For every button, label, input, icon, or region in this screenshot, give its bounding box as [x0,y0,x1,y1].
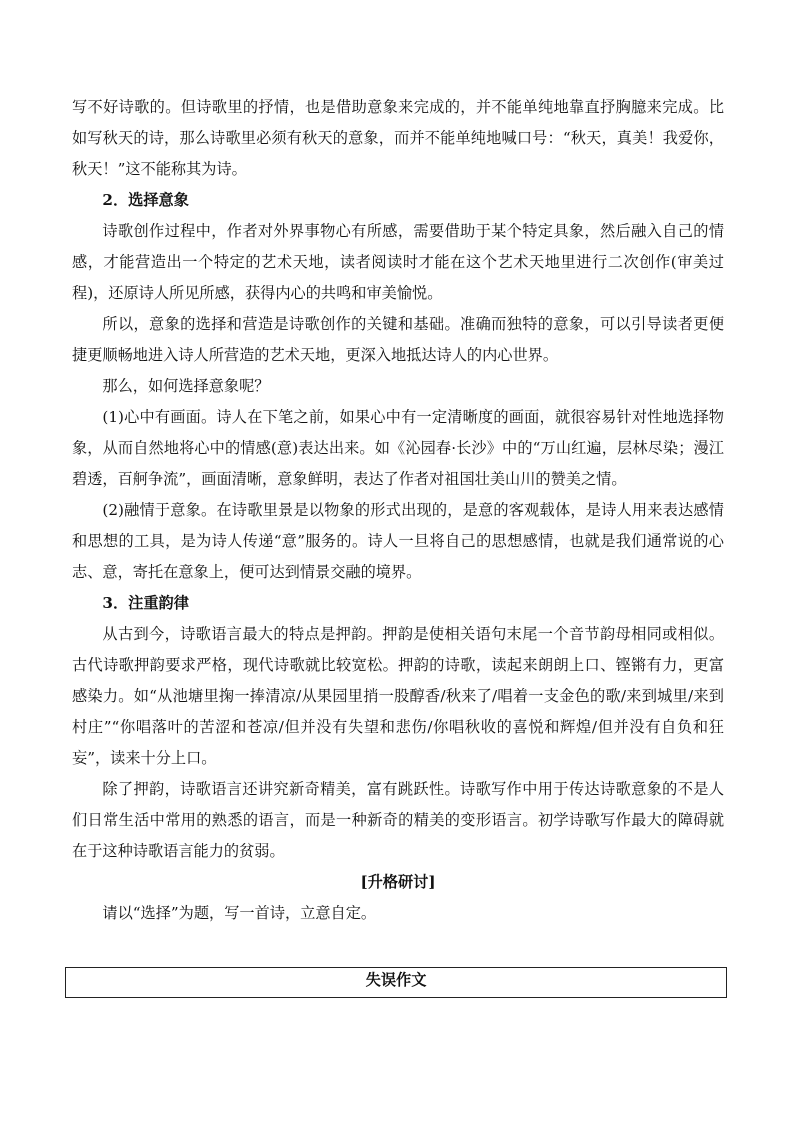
document-body [72,92,724,929]
section-heading-rhythm: 3．注重韵律 [102,594,189,612]
paragraph-point-1: (1)心中有画面。诗人在下笔之前，如果心中有一定清晰度的画面，就很容易针对性地选择物象，从而自然地将心中的情感(意)表达出来。如《沁园春·长沙》中的“万山红遍，层林尽染；漫江碧透，百舸争流”，画面清晰，意象鲜明，表达了作者对祖国壮美山川的赞美之情。 [72,408,724,488]
subsection-heading-discussion: [升格研讨] [360,873,436,891]
paragraph-prompt: 请以“选择”为题，写一首诗，立意自定。 [102,904,377,922]
paragraph-rhyme: 从古到今，诗歌语言最大的特点是押韵。押韵是使相关语句末尾一个音节韵母相同或相似。古代诗歌押韵要求严格，现代诗歌就比较宽松。押韵的诗歌，读起来朗朗上口、铿锵有力，更富感染力。如“从池塘里掬一捧清凉/从果园里捎一股醇香/秋来了/唱着一支金色的歌/来到城里/来到村庄”“你唱落叶的苦涩和苍凉/但并没有失望和悲伤/你唱秋收的喜悦和辉煌/但并没有自负和狂妄”，读来十分上口。 [72,625,724,767]
section-heading-choose-imagery: 2．选择意象 [102,191,189,209]
paragraph-imagery-creation: 诗歌创作过程中，作者对外界事物心有所感，需要借助于某个特定具象，然后融入自己的情感，才能营造出一个特定的艺术天地，读者阅读时才能在这个艺术天地里进行二次创作(审美过程)，还原诗人所见所感，获得内心的共鸣和审美愉悦。 [72,222,724,302]
paragraph-imagery-importance: 所以，意象的选择和营造是诗歌创作的关键和基础。准确而独特的意象，可以引导读者更便捷更顺畅地进入诗人所营造的艺术天地，更深入地抵达诗人的内心世界。 [72,315,724,364]
paragraph-question: 那么，如何选择意象呢？ [102,377,270,395]
paragraph-point-2: (2)融情于意象。在诗歌里景是以物象的形式出现的，是意的客观载体，是诗人用来表达感情和思想的工具，是为诗人传递“意”服务的。诗人一旦将自己的思想感情，也就是我们通常说的心志、意，寄托在意象上，便可达到情景交融的境界。 [72,501,724,581]
paragraph-language: 除了押韵，诗歌语言还讲究新奇精美，富有跳跃性。诗歌写作中用于传达诗歌意象的不是人们日常生活中常用的熟悉的语言，而是一种新奇的精美的变形语言。初学诗歌写作最大的障碍就在于这种诗歌语言能力的贫弱。 [72,780,724,860]
paragraph-continuation: 写不好诗歌的。但诗歌里的抒情，也是借助意象来完成的，并不能单纯地靠直抒胸臆来完成。比如写秋天的诗，那么诗歌里必须有秋天的意象，而并不能单纯地喊口号：“秋天，真美！我爱你，秋天！”这不能称其为诗。 [72,98,724,178]
essay-box [65,967,727,998]
essay-box-title: 失误作文 [365,971,427,989]
